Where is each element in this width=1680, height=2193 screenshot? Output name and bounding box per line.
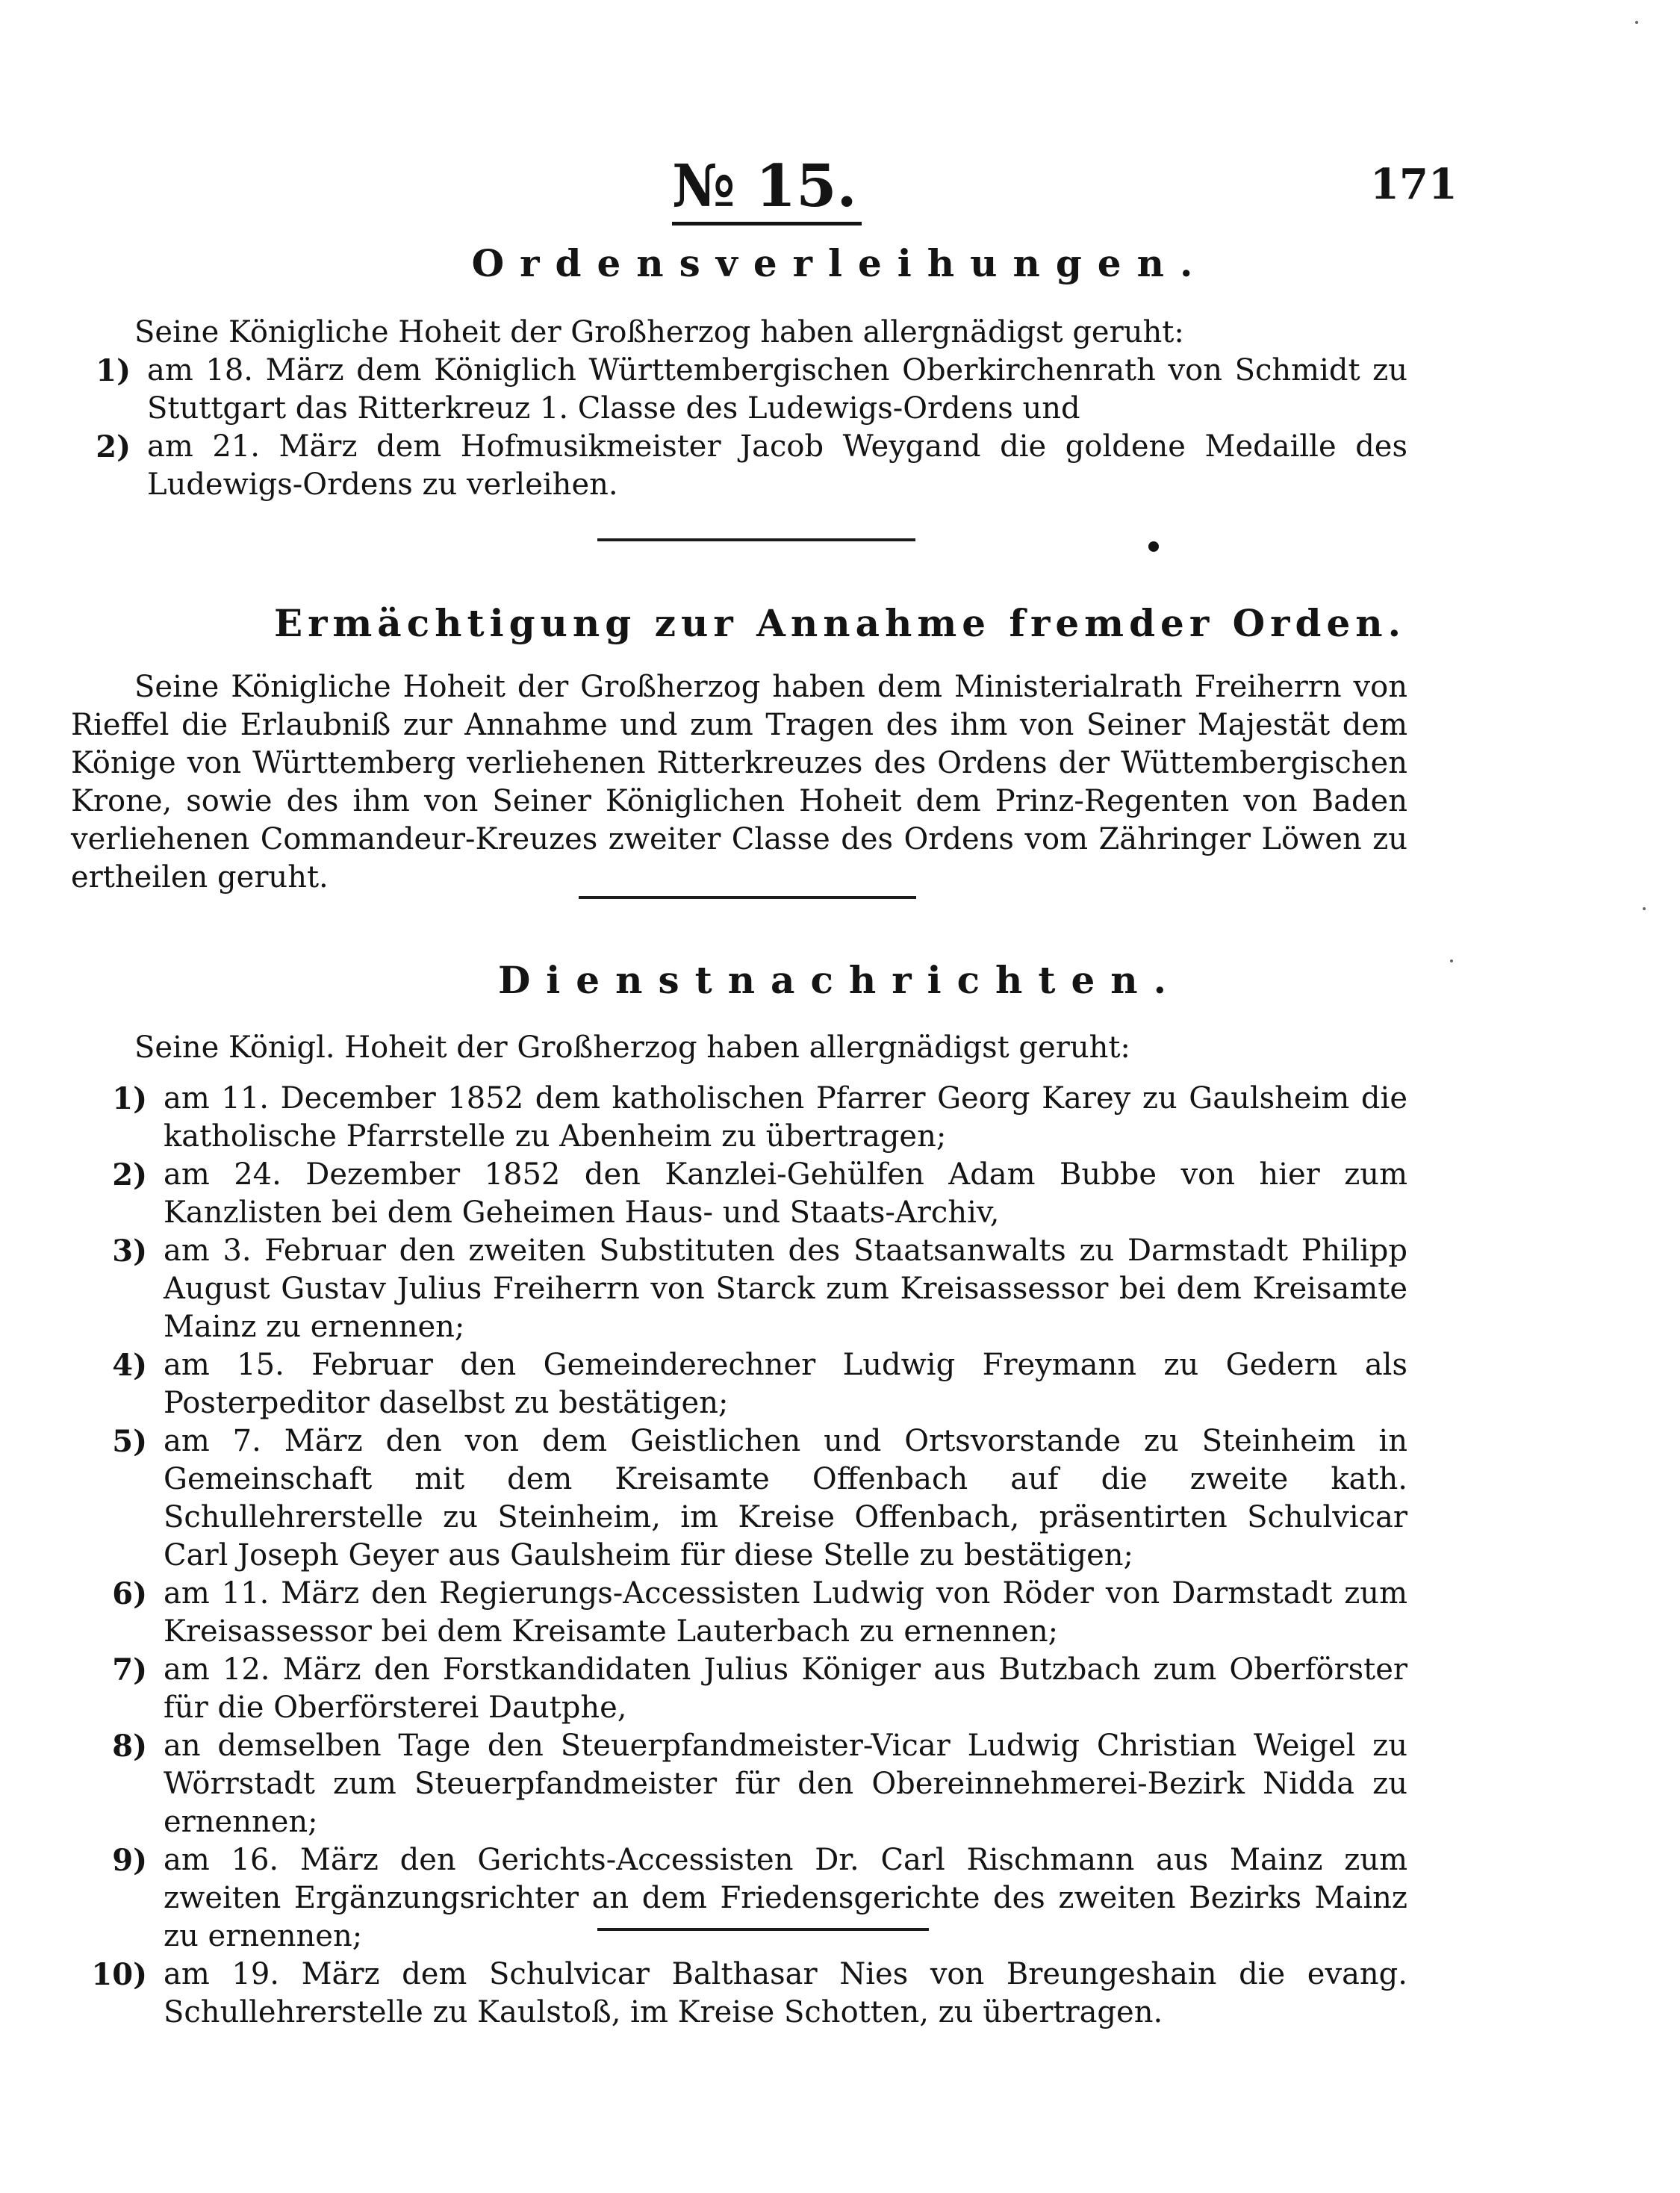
section-divider <box>579 896 916 899</box>
list-item <box>63 1727 1407 1841</box>
list-item <box>63 1422 1407 1575</box>
section1-intro-text: Seine Königliche Hoheit der Großherzog haben allergnädigst geruht: <box>134 315 1184 349</box>
scan-speck <box>1450 959 1453 962</box>
list-item <box>63 1841 1407 1956</box>
list-item <box>63 1080 1407 1156</box>
section3-intro-text: Seine Königl. Hoheit der Großherzog haben allergnädigst geruht: <box>134 1030 1130 1065</box>
item-number: 10) <box>91 1957 147 1992</box>
page-number: 171 <box>1370 160 1457 209</box>
ink-dot <box>1148 541 1159 552</box>
section2-body <box>71 668 1407 897</box>
list-item <box>63 1956 1407 2032</box>
section1-intro <box>71 314 1407 352</box>
list-item <box>63 1346 1407 1422</box>
item-number: 1) <box>112 1081 147 1116</box>
item-number: 8) <box>112 1729 147 1764</box>
list-item <box>71 352 1407 428</box>
scan-speck <box>1643 907 1646 910</box>
item-number: 5) <box>112 1424 147 1459</box>
item-text: am 24. Dezember 1852 den Kanzlei-Gehülfen Adam Bubbe von hier zum Kanzlisten bei dem Geheimen Haus- und Staats-Archiv, <box>164 1157 1407 1230</box>
item-text: am 11. März den Regierungs-Accessisten Ludwig von Röder von Darmstadt zum Kreisassessor bei dem Kreisamte Lauterbach zu ernennen; <box>164 1576 1407 1649</box>
item-number: 2) <box>112 1157 147 1192</box>
section-divider <box>597 1928 929 1931</box>
item-number: 6) <box>112 1576 147 1611</box>
list-item <box>71 428 1407 504</box>
item-text: am 7. März den von dem Geistlichen und Ortsvorstande zu Steinheim in Gemeinschaft mit dem Kreisamte Offenbach auf die zweite kath. Schullehrerstelle zu Steinheim, im Kreise Offenbach, präsentirten Schulvicar Carl Joseph Geyer aus Gaulsheim für diese Stelle zu bestätigen; <box>164 1424 1407 1573</box>
item-text: am 18. März dem Königlich Württembergischen Oberkirchenrath von Schmidt zu Stuttgart das Ritterkreuz 1. Classe des Ludewigs-Ordens und <box>147 353 1407 426</box>
list-item <box>63 1651 1407 1727</box>
section1-list <box>71 352 1407 504</box>
item-text: am 16. März den Gerichts-Accessisten Dr. Carl Rischmann aus Mainz zum zweiten Ergänzungsrichter an dem Friedensgerichte des zweiten Bezirks Mainz zu ernennen; <box>164 1843 1407 1953</box>
section-divider <box>597 538 915 541</box>
section-heading-ordensverleihungen: Ordensverleihungen. <box>471 241 1209 285</box>
item-number: 2) <box>96 429 131 464</box>
item-text: am 12. März den Forstkandidaten Julius Königer aus Butzbach zum Oberförster für die Oberförsterei Dautphe, <box>164 1652 1407 1725</box>
item-number: 7) <box>112 1652 147 1687</box>
item-number: 4) <box>112 1348 147 1383</box>
list-item <box>63 1156 1407 1232</box>
item-text: am 15. Februar den Gemeinderechner Ludwig Freymann zu Gedern als Posterpeditor daselbst zu bestätigen; <box>164 1348 1407 1420</box>
section3-list <box>63 1080 1407 2032</box>
item-text: am 21. März dem Hofmusikmeister Jacob Weygand die goldene Medaille des Ludewigs-Ordens zu verleihen. <box>147 429 1407 502</box>
item-text: am 11. December 1852 dem katholischen Pfarrer Georg Karey zu Gaulsheim die katholische Pfarrstelle zu Abenheim zu übertragen; <box>164 1081 1407 1154</box>
section2-body-text: Seine Königliche Hoheit der Großherzog haben dem Ministerialrath Freiherrn von Rieffel die Erlaubniß zur Annahme und zum Tragen des ihm von Seiner Majestät dem Könige von Württemberg verliehenen Ritterkreuzes des Ordens der Wüttembergischen Krone, sowie des ihm von Seiner Königlichen Hoheit dem Prinz-Regenten von Baden verliehenen Commandeur-Kreuzes zweiter Classe des Ordens vom Zähringer Löwen zu ertheilen geruht. <box>71 670 1407 895</box>
item-number: 9) <box>112 1843 147 1878</box>
scan-speck <box>1635 21 1638 24</box>
list-item <box>63 1575 1407 1651</box>
item-text: am 19. März dem Schulvicar Balthasar Nies von Breungeshain die evang. Schullehrerstelle zu Kaulstoß, im Kreise Schotten, zu übertragen. <box>164 1957 1407 2029</box>
section-heading-ermaechtigung: Ermächtigung zur Annahme fremder Orden. <box>273 601 1407 645</box>
item-text: am 3. Februar den zweiten Substituten des Staatsanwalts zu Darmstadt Philipp August Gustav Julius Freiherrn von Starck zum Kreisassessor bei dem Kreisamte Mainz zu ernennen; <box>164 1234 1407 1344</box>
item-number: 3) <box>112 1234 147 1269</box>
list-item <box>63 1232 1407 1346</box>
item-text: an demselben Tage den Steuerpfandmeister-Vicar Ludwig Christian Weigel zu Wörrstadt zum Steuerpfandmeister für den Obereinnehmerei-Bezirk Nidda zu ernennen; <box>164 1729 1407 1839</box>
section3-intro <box>71 1029 1407 1067</box>
issue-number: № 15. <box>672 153 862 225</box>
section-heading-dienstnachrichten: Dienstnachrichten. <box>497 958 1183 1002</box>
item-number: 1) <box>96 353 131 388</box>
